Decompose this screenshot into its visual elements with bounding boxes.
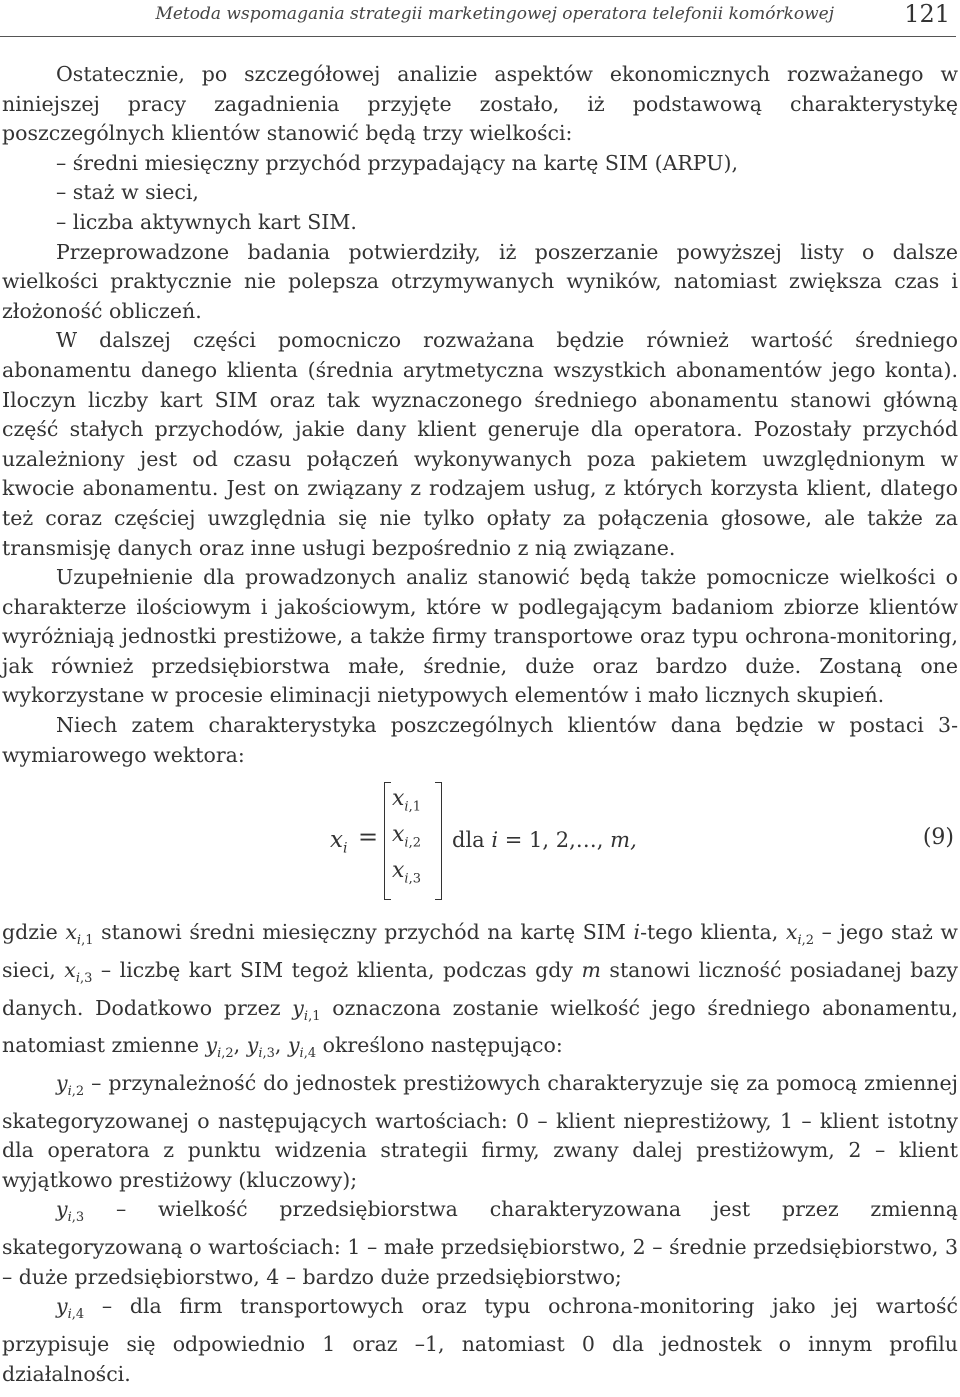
list-item: – średni miesięczny przychód przypadający na kartę SIM (ARPU), bbox=[56, 150, 739, 175]
paragraph-yi4: $y_{i,4}$ – dla firm transportowych oraz typu ochrona-monitoring jako jej wartość przypisuje się odpowiednio 1 oraz –1, natomiast 0 dla jednostek o innym profilu działalności. bbox=[2, 1294, 958, 1386]
paragraph-research: Przeprowadzone badania potwierdziły, iż poszerzanie powyższej listy o dalsze wielkości praktycznie nie polepsza otrzymywanych wyników, natomiast zwiększa czas i złożoność obliczeń. bbox=[2, 239, 958, 323]
paragraph-auxiliary: Uzupełnienie dla prowadzonych analiz stanowić będą także pomocnicze wielkości o charakterze ilościowym i jakościowym, które w podlegającym badaniom zbiorze klientów wyróżniają jednostki prestiżowe, a także firmy transportowe oraz typu ochrona-monitoring, jak również przedsiębiorstwa małe, średnie, duże oraz bardzo duże. Zostaną one wykorzystane w procesie eliminacji nietypowych elementów i mało licznych skupień. bbox=[2, 565, 958, 708]
paragraph-definitions: gdzie $x_{i,1}$ stanowi średni miesięczny przychód na kartę SIM i-tego klienta, $x_{i,2}$ – jego staż w sieci, $x_{i,3}$ – liczbę kart SIM tegoż klienta, podczas gdy m stanowi liczność posiadanej bazy danych. Dodatkowo przez $y_{i,1}$ oznaczona zostanie wielkość jego średniego abonamentu, natomiast zmienne $y_{i,2}$, $y_{i,3}$, $y_{i,4}$ określono następująco: bbox=[2, 920, 958, 1062]
equation-lhs: $x_i$ bbox=[330, 827, 348, 857]
equation-9 bbox=[2, 770, 958, 918]
vector-entry: $x_{i,1}$ bbox=[392, 786, 421, 815]
paragraph-yi2: $y_{i,2}$ – przynależność do jednostek prestiżowych charakteryzuje się za pomocą zmiennej skategoryzowanej o następujących wartościach: 0 – klient nieprestiżowy, 1 – klient istotny dla operatora z punktu widzenia strategii firmy, zwany dalej prestiżowym, 2 – klient wyjątkowo prestiżowy (kluczowy); bbox=[2, 1071, 958, 1192]
running-head: Metoda wspomagania strategii marketingowej operatora telefonii komórkowej bbox=[155, 4, 834, 24]
paragraph-subscription: W dalszej części pomocniczo rozważana będzie również wartość średniego abonamentu danego klienta (średnia arytmetyczna wszystkich abonamentów jego konta). Iloczyn liczby kart SIM oraz tak wyznaczonego średniego abonamentu stanowi główną część stałych przychodów, jakie dany klient generuje dla operatora. Pozostały przychód uzależniony jest od czasu połączeń wykonywanych poza pakietem uwzględnionym w kwocie abonamentu. Jest on związany z rodzajem usług, z których korzysta klient, dlatego też coraz częściej uwzględnia się nie tylko opłaty za połączenia głosowe, ale także za transmisję danych oraz inne usługi bezpośrednio z nią związane. bbox=[2, 328, 958, 560]
paragraph-vector-intro: Niech zatem charakterystyka poszczególnych klientów dana będzie w postaci 3-wymiarowego wektora: bbox=[2, 713, 958, 767]
equation-condition: dla i = 1, 2,…, m, bbox=[452, 828, 637, 853]
vector-entry: $x_{i,3}$ bbox=[392, 858, 421, 887]
body-text bbox=[2, 60, 958, 1389]
page-number: 121 bbox=[904, 0, 950, 28]
list-item: – staż w sieci, bbox=[56, 180, 199, 205]
equals-sign: = bbox=[358, 823, 379, 852]
equation-number: (9) bbox=[922, 825, 954, 851]
paragraph-intro: Ostatecznie, po szczegółowej analizie aspektów ekonomicznych rozważanego w niniejszej pracy zagadnienia przyjęte zostało, iż podstawową charakterystykę poszczególnych klientów stanowić będą trzy wielkości: bbox=[2, 62, 958, 146]
list-item: – liczba aktywnych kart SIM. bbox=[56, 209, 357, 234]
paragraph-yi3: $y_{i,3}$ – wielkość przedsiębiorstwa charakteryzowana jest przez zmienną skategoryzowaną o wartościach: 1 – małe przedsiębiorstwo, 2 – średnie przedsiębiorstwo, 3 – duże przedsiębiorstwo, 4 – bardzo duże przedsiębiorstwo; bbox=[2, 1197, 958, 1289]
page-header bbox=[0, 0, 956, 37]
vector-entry: $x_{i,2}$ bbox=[392, 822, 421, 851]
